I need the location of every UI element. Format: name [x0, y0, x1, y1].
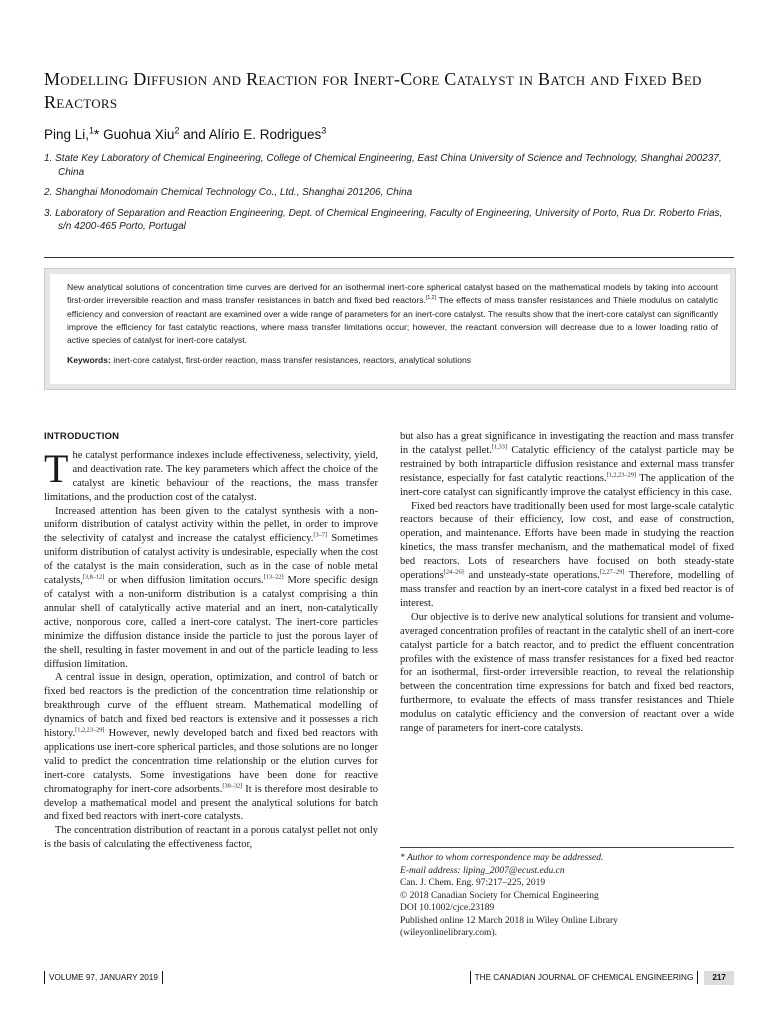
paragraph-text: Therefore, modelling of mass transfer and reaction by an inert-core catalyst in a fixed bed reactor is of interest. [400, 570, 734, 609]
paragraph-text: Increased attention has been given to the catalyst synthesis with a non-uniform distribution of catalyst activity within the pellet, in order to improve the selectivity of catalyst and increase the catalyst efficiency. [44, 505, 378, 545]
abstract-panel [50, 274, 730, 384]
right-column [400, 430, 734, 736]
publisher-link[interactable]: (wileyonlinelibrary.com). [400, 928, 497, 938]
paragraph-text: A central issue in design, operation, optimization, and control of batch or fixed bed reactors is the prediction of the concentration time relationship or breakthrough curve of the effluent stream. Mathematical modelling of dynamics of batch and fixed bed reactors is extensive and it possesses a rich history. [44, 672, 378, 740]
paragraph-text: he catalyst performance indexes include effectiveness, selectivity, yield, and deactivation rate. The key parameters which affect the choice of the catalyst are kinetic behaviour of the reactions, the mass transfer limitations, and the production cost of the catalyst. [44, 449, 378, 503]
paragraph-text: It is therefore most desirable to develop a mathematical model and present the analytical solutions for batch and fixed bed reactors with inert-core catalysts. [44, 783, 379, 823]
correspondence-note: * Author to whom correspondence may be addressed. [400, 853, 604, 863]
citation-line: Can. J. Chem. Eng. 97:217–225, 2019 [400, 878, 546, 888]
paragraph [44, 505, 378, 672]
author-3-affil: 3 [321, 125, 327, 136]
paragraph [44, 445, 378, 505]
footer-bar [162, 971, 163, 984]
doi-link[interactable]: DOI 10.1002/cjce.23189 [400, 903, 495, 913]
header-divider [44, 257, 734, 258]
paragraph-text: The application of the inert-core catalyst can significantly improve the catalyst efficiency in this case. [400, 472, 734, 498]
corresponding-mark: * [94, 127, 100, 142]
author-3: Alírio E. Rodrigues [208, 127, 322, 142]
section-heading: INTRODUCTION [44, 431, 120, 442]
paragraph-text: Sometimes uniform distribution of catalyst activity is undesirable, especially when the cost of the catalyst is the main consideration, such as in the case of noble metal catalysts, [44, 533, 378, 587]
paragraph [400, 430, 734, 500]
paragraph [44, 671, 378, 824]
journal-name: THE CANADIAN JOURNAL OF CHEMICAL ENGINEERING [474, 973, 694, 982]
page-number: 217 [704, 971, 734, 985]
footer-bar [470, 971, 471, 984]
footer-right [466, 971, 734, 985]
citation[interactable]: [1,2,23–29] [606, 471, 636, 479]
footnote-divider [400, 847, 734, 848]
citation[interactable]: [3,8–12] [82, 573, 105, 581]
author-list [44, 127, 326, 142]
footnotes [400, 852, 734, 940]
article-title: Modelling Diffusion and Reaction for Inert-Core Catalyst in Batch and Fixed Bed Reactors [44, 69, 702, 112]
author-2-affil: 2 [174, 125, 180, 136]
footer-bar [697, 971, 698, 984]
drop-cap: T [44, 445, 69, 491]
published-line: Published online 12 March 2018 in Wiley Online Library [400, 915, 618, 926]
paragraph-text: or when diffusion limitation occurs. [104, 575, 264, 587]
keywords [67, 354, 718, 367]
citation[interactable]: [1,33] [491, 443, 508, 451]
author-conjunction: and [183, 127, 206, 142]
email-address[interactable]: E-mail address: liping_2007@ecust.edu.cn [400, 865, 565, 876]
paragraph-text: More specific design of catalyst with a non-uniform distribution is a catalyst comprising a thin annular shell of catalytically active material and an inert, non-catalytically active, nonporous core, called a inert-core catalyst. The inert-core particles minimize the diffusion distance inside the particle to just the porous layer of the shell, resulting in faster movement in and out of the particle leading to less diffusion limitation. [44, 575, 378, 670]
paragraph: The concentration distribution of reactant in a porous catalyst pellet not only is the basis of calculating the effectiveness factor, [44, 825, 378, 851]
citation[interactable]: [1,2] [425, 295, 436, 302]
paragraph-text: but also has a great significance in investigating the reaction and mass transfer in the catalyst pellet. [400, 431, 734, 456]
citation[interactable]: [13–22] [263, 573, 284, 581]
paragraph-text: and unsteady-state operations. [463, 570, 600, 582]
paragraph-text: Catalytic efficiency of the catalyst particle may be restrained by both intraparticle diffusion resistance and external mass transfer resistance, especially for fast catalytic reactions. [400, 444, 734, 484]
abstract-box [44, 268, 736, 390]
affiliation-list [44, 152, 734, 241]
citation[interactable]: [30–32] [222, 782, 243, 790]
footer-bar [44, 971, 45, 984]
author-2: Guohua Xiu [103, 127, 175, 142]
keywords-label: Keywords: [67, 355, 111, 366]
paragraph-text: However, newly developed batch and fixed bed reactors with applications use inert-core spherical particles, and those solutions are no longer valid to predict the concentration time relationship or the elution curves for inert-core catalysts. Some investigations have been done for reactive chromatography for inert-core adsorbents. [44, 728, 378, 795]
citation[interactable]: [3–7] [313, 531, 328, 539]
affiliation-1: 1. State Key Laboratory of Chemical Engineering, College of Chemical Engineering, East China University of Science and Technology, Shanghai 200237, China [44, 153, 722, 178]
paragraph: Our objective is to derive new analytical solutions for transient and volume-averaged concentration profiles of reactant in the catalytic shell of an inert-core catalyst particle for a batch reactor, and to predict the effluent concentration profiles with the existence of mass transfer resistances for a fixed bed reactor for an isothermal, first-order irreversible reaction, to reveal the relationship between the concentration time expressions for batch and fixed bed reactors, furthermore, to evaluate the effects of mass transfer resistances and Thiele modulus on catalytic efficiency and the conversion of reactant over a wide range of parameters for inert-core catalysts. [400, 611, 734, 735]
citation[interactable]: [2,27–29] [599, 568, 625, 576]
affiliation-2: 2. Shanghai Monodomain Chemical Technology Co., Ltd., Shanghai 201206, China [44, 187, 413, 198]
abstract-text-part: New analytical solutions of concentration time curves are derived for an isothermal inert-core spherical catalyst based on the mathematical models by taking into account first-order irreversible reaction and mass transfer resistances in batch and fixed bed reactors. [67, 282, 718, 306]
author-1-affil: 1 [89, 125, 95, 136]
keywords-list: inert-core catalyst, first-order reaction, mass transfer resistances, reactors, analytical solutions [110, 355, 472, 366]
volume-info: VOLUME 97, JANUARY 2019 [49, 973, 158, 982]
citation[interactable]: [1,2,23–29] [75, 726, 105, 734]
affiliation-3: 3. Laboratory of Separation and Reaction Engineering, Dept. of Chemical Engineering, Faculty of Engineering, University of Porto, Rua Dr. Roberto Frias, s/n 4200-465 Porto, Portugal [44, 207, 723, 232]
author-1: Ping Li, [44, 127, 90, 142]
paragraph-text: Fixed bed reactors have traditionally been used for most large-scale catalytic reactors because of their efficiency, low cost, and ease of construction, operation, and maintenance. Efforts have been made in studying the reaction kinetics, the mass transfer mechanism, and the mathematical model of fixed bed reactors. Lots of researchers have focused on both steady-state operations [400, 500, 734, 582]
footer-left [44, 971, 167, 985]
paragraph [400, 500, 734, 611]
copyright-line: © 2018 Canadian Society for Chemical Engineering [400, 890, 599, 901]
citation[interactable]: [24–26] [443, 568, 464, 576]
left-column [44, 430, 378, 852]
abstract-text [67, 281, 718, 347]
abstract-text-part: The effects of mass transfer resistances and Thiele modulus on catalytic efficiency and conversion of reactant are examined over a wide range of parameters for an inert-core catalyst. The results show that the inert-core catalyst can significantly improve the efficiency for fast catalytic reactions, where mass transfer limitations occur; however, the reactant conversion will decrease due to a lower loading ratio of active species of catalyst for inert-core catalyst. [67, 295, 718, 346]
